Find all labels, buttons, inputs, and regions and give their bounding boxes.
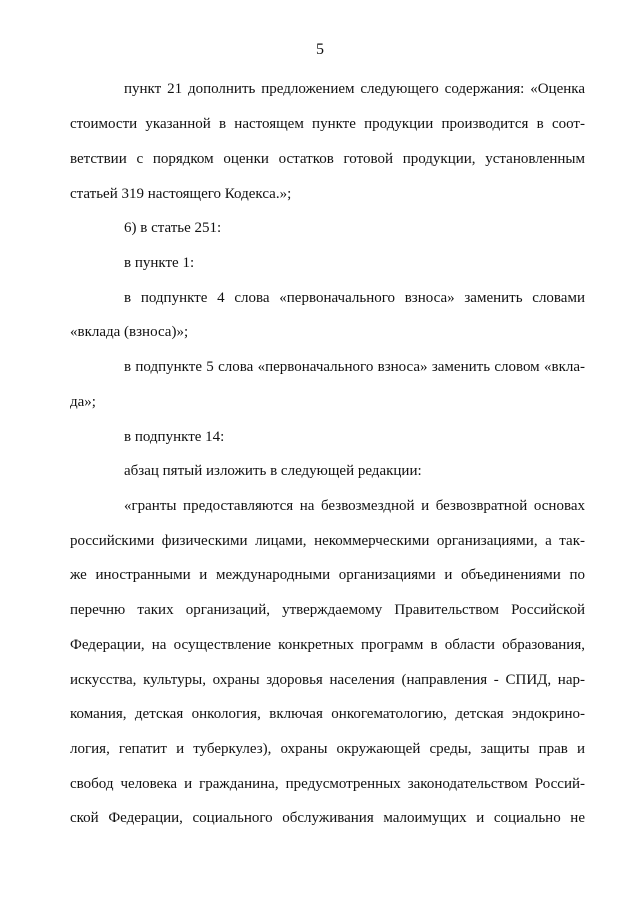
text-line: «вклада (взноса)»; — [70, 324, 189, 340]
text-line: комания, детская онкология, включая онкогематологию, детская эндокрино- — [70, 706, 585, 722]
text-line: же иностранными и международными организациями и объединениями по — [70, 567, 585, 583]
text-line: ской Федерации, социального обслуживания малоимущих и социально не — [70, 810, 585, 826]
text-line: логия, гепатит и туберкулез), охраны окружающей среды, защиты прав и — [70, 741, 585, 757]
text-line: 6) в статье 251: — [124, 220, 222, 236]
text-line: ветствии с порядком оценки остатков готовой продукции, установленным — [70, 151, 585, 167]
text-line: искусства, культуры, охраны здоровья населения (направления - СПИД, нар- — [70, 672, 585, 688]
page-number: 5 — [316, 41, 324, 58]
text-line: абзац пятый изложить в следующей редакции: — [124, 463, 422, 479]
text-line: перечню таких организаций, утверждаемому Правительством Российской — [70, 602, 585, 618]
text-line: «гранты предоставляются на безвозмездной и безвозвратной основах — [124, 498, 585, 514]
text-line: российскими физическими лицами, некоммерческими организациями, а так- — [70, 533, 585, 549]
text-line: Федерации, на осуществление конкретных программ в области образования, — [70, 637, 585, 653]
text-line: в подпункте 5 слова «первоначального взноса» заменить словом «вкла- — [124, 359, 585, 375]
text-line: пункт 21 дополнить предложением следующего содержания: «Оценка — [124, 81, 585, 97]
text-line: да»; — [70, 394, 96, 410]
text-line: в подпункте 14: — [124, 429, 225, 445]
text-line: свобод человека и гражданина, предусмотренных законодательством Россий- — [70, 776, 585, 792]
text-line: в пункте 1: — [124, 255, 195, 271]
text-line: статьей 319 настоящего Кодекса.»; — [70, 186, 292, 202]
text-line: в подпункте 4 слова «первоначального взноса» заменить словами — [124, 290, 585, 306]
text-line: стоимости указанной в настоящем пункте продукции производится в соот- — [70, 116, 585, 132]
